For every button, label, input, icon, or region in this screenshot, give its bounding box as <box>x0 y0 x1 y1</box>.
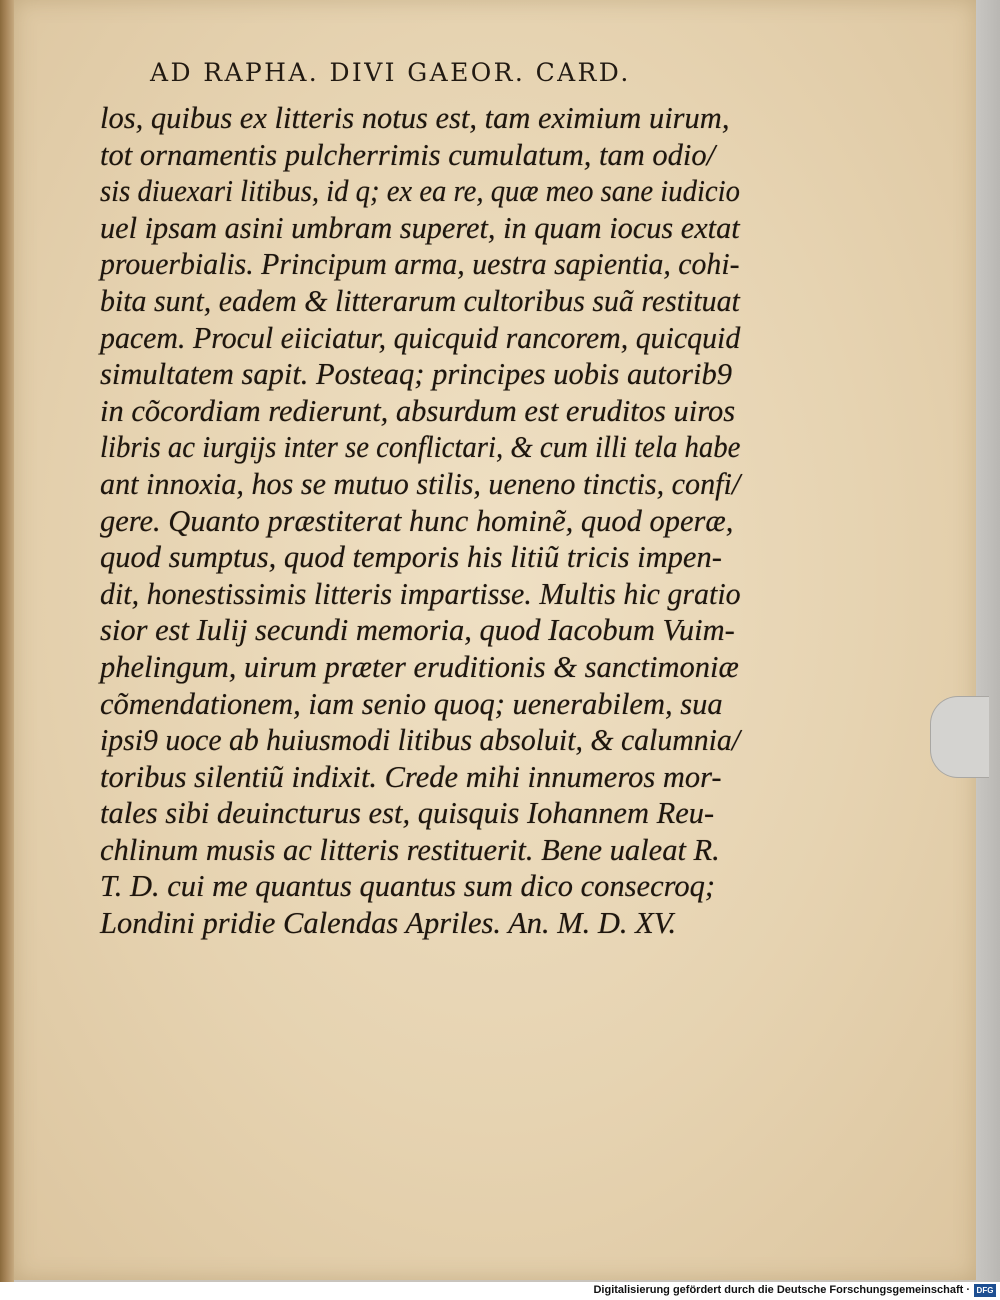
text-line: ant innoxia, hos se mutuo stilis, ueneno tinctis, confi/ <box>100 466 741 501</box>
text-line: T. D. cui me quantus quantus sum dico consecroq; <box>100 869 716 904</box>
body-text <box>100 100 740 942</box>
text-line: dit, honestissimis litteris impartisse. Multis hic gratio <box>100 576 741 611</box>
text-line: ipsi9 uoce ab huiusmodi litibus absoluit, & calumnia/ <box>100 723 741 758</box>
text-line: tot ornamentis pulcherrimis cumulatum, tam odio/ <box>100 137 716 172</box>
text-line: uel ipsam asini umbram superet, in quam iocus extat <box>100 210 740 245</box>
digitization-credit: Digitalisierung gefördert durch die Deutsche Forschungsgemeinschaft · <box>593 1284 970 1296</box>
text-line: quod sumptus, quod temporis his litiũ tricis impen- <box>100 540 722 575</box>
bleed-through-text <box>118 918 718 1118</box>
text-line: cõmendationem, iam senio quoq; uenerabilem, sua <box>100 686 723 721</box>
text-line: prouerbialis. Principum arma, uestra sapientia, cohi- <box>100 247 740 282</box>
text-line: chlinum musis ac litteris restituerit. Bene ualeat R. <box>100 832 720 867</box>
text-line: bita sunt, eadem & litterarum cultoribus suã restituat <box>100 283 740 318</box>
dfg-logo: DFG <box>974 1284 996 1297</box>
book-spine-edge <box>0 0 14 1282</box>
text-line: in cõcordiam redierunt, absurdum est eruditos uiros <box>100 393 736 428</box>
text-line: libris ac iurgijs inter se conflictari, & cum illi tela habe <box>100 430 741 465</box>
text-line: toribus silentiũ indixit. Crede mihi innumeros mor- <box>100 759 722 794</box>
text-line: gere. Quanto præstiterat hunc hominẽ, quod operæ, <box>100 503 734 538</box>
text-line: los, quibus ex litteris notus est, tam eximium uirum, <box>100 101 730 135</box>
text-line: sior est Iulij secundi memoria, quod Iacobum Vuim- <box>100 613 735 648</box>
text-line: pacem. Procul eiiciatur, quicquid rancorem, quicquid <box>100 320 741 355</box>
running-head: AD RAPHA. DIVI GAEOR. CARD. <box>150 58 631 87</box>
text-line: simultatem sapit. Posteaq; principes uobis autorib9 <box>100 357 733 392</box>
text-line: tales sibi deuincturus est, quisquis Iohannem Reu- <box>100 796 715 831</box>
page-tab-marker <box>930 696 989 778</box>
scanner-edge <box>976 0 1000 1282</box>
text-line: Londini pridie Calendas Apriles. An. M. D. XV. <box>100 906 677 941</box>
text-line: sis diuexari litibus, id q; ex ea re, quæ meo sane iudicio <box>100 174 740 209</box>
text-line: phelingum, uirum præter eruditionis & sanctimoniæ <box>100 649 739 684</box>
